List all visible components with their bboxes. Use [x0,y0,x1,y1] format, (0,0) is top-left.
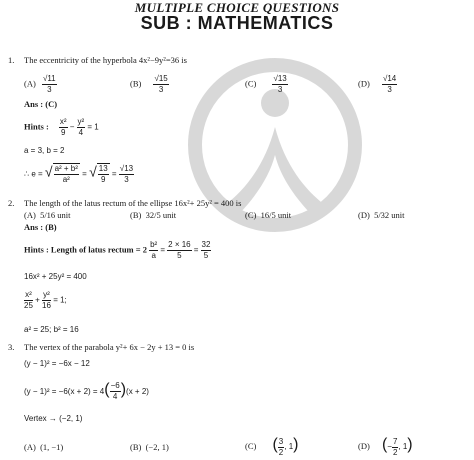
frac-den: 9 [61,128,66,137]
q3-line3: Vertex → (−2, 1) [24,414,83,423]
option-label: (D) [358,441,370,451]
q3-line1: (y − 1)² = −6x − 12 [24,359,90,368]
hints-label: Hints : [24,121,49,132]
option-text: 16/5 unit [260,210,292,220]
option-text: 5/32 unit [374,210,405,220]
option-den: 3 [158,85,164,94]
subject-title: SUB : MATHEMATICS [140,13,334,33]
line2-right: (x + 2) [126,387,149,396]
plus-sign: + [35,295,40,305]
q3-option-d [358,436,413,458]
option-text: (1, −1) [40,442,64,452]
frac-num: 7 [392,436,398,446]
frac-den: a [151,251,156,260]
frac-den: a² [62,175,70,184]
option-den: 3 [277,85,283,94]
equation-rhs: = 1; [53,295,67,305]
option-label: (C) [245,78,257,89]
root-sign: √ [89,163,97,180]
option-label: (D) [358,78,370,89]
eq-sign: = [160,245,166,255]
paren-open: ( [272,436,278,453]
eq-sign: = [82,169,87,179]
frac-den: 2 [392,447,398,457]
minus-sign: − [69,122,75,132]
option-label: (A) [24,78,36,89]
frac-num: x² [25,290,32,299]
option-label: (B) [130,442,142,452]
q3-text: The vertex of the parabola y²+ 6x − 2y + 13 = 0 is [24,342,195,352]
q3-option-c [245,436,298,458]
equation-rhs: = 1 [87,122,99,132]
frac-num: 32 [201,240,211,249]
q1-hint-e [24,163,134,185]
q1-answer: Ans : (C) [24,99,58,109]
e-prefix: ∴ e = [24,169,43,179]
q1-hint-equation [24,117,99,138]
option-label: (B) [130,210,142,220]
paren-close: ) [407,436,413,453]
frac-den: 3 [124,175,129,184]
q1-number: 1. [8,55,15,65]
frac-den: 4 [112,392,118,402]
eq-sign: = [111,169,117,179]
option-label: (C) [245,210,257,220]
frac-num: −6 [110,381,120,391]
option-tail: , 1 [284,442,294,451]
frac-num: 13 [98,164,108,173]
q2-line3: a² = 25; b² = 16 [24,325,79,334]
option-text: 5/16 unit [40,210,71,220]
option-label: (C) [245,441,257,451]
root-sign: √ [44,163,53,180]
frac-den: 16 [42,301,51,310]
q2-option-d [358,210,405,220]
q2-text: The length of the latus rectum of the ellipse 16x²+ 25y² = 400 is [24,198,242,208]
q3-number: 3. [8,342,15,352]
option-num: √14 [382,74,397,83]
option-den: 3 [387,85,392,94]
page-heading: MULTIPLE CHOICE QUESTIONS [134,0,340,15]
q2-answer: Ans : (B) [24,222,57,232]
option-num: √13 [273,74,287,83]
frac-num: a² + b² [54,164,78,173]
option-den: 3 [47,85,52,94]
option-label: (A) [24,442,36,452]
q1-option-a [24,74,57,95]
option-text: (−2, 1) [145,442,169,452]
paren-close: ) [120,381,127,398]
option-label: (D) [358,210,370,220]
q1-option-c [245,74,288,95]
option-num: √15 [154,74,168,83]
option-tail: , 1 [398,442,408,451]
q1-option-d [358,74,397,95]
frac-den: 2 [278,447,284,457]
q3-option-b [130,442,169,452]
frac-den: 5 [203,251,209,260]
option-text: 32/5 unit [145,210,177,220]
q2-option-a [24,210,71,220]
frac-den: 5 [177,251,182,260]
frac-den: 9 [100,175,106,184]
q1-option-b [130,74,169,95]
minus-sign: − [387,442,392,451]
line2-left: (y − 1)² = −6(x + 2) = 4 [24,387,105,396]
eq-sign: = [193,245,199,255]
paren-open: ( [381,436,388,453]
q3-line2 [24,381,149,402]
option-label: (B) [130,78,142,89]
q3-option-a [24,442,63,452]
q2-hint [24,240,211,261]
option-label: (A) [24,210,36,220]
frac-num: 3 [278,436,284,446]
q1-hint-ab: a = 3, b = 2 [24,146,65,155]
frac-num: √13 [119,164,134,173]
option-num: √11 [42,74,56,83]
frac-num: x² [59,117,67,126]
hint-text: Hints : Length of latus rectum = 2 [24,244,147,255]
frac-den: 25 [24,301,33,310]
paren-open: ( [104,381,110,398]
frac-num: 2 × 16 [168,240,191,249]
q2-option-b [130,210,176,220]
frac-den: 4 [78,128,84,137]
q2-line1: 16x² + 25y² = 400 [24,272,87,281]
q2-number: 2. [8,198,15,208]
q2-line2 [24,290,67,311]
q2-option-c [245,210,291,220]
paren-close: ) [293,436,299,453]
frac-num: y² [43,290,50,299]
frac-num: y² [77,117,85,126]
q1-text: The eccentricity of the hyperbola 4x²−9y²=36 is [24,55,187,65]
frac-num: b² [150,240,158,249]
